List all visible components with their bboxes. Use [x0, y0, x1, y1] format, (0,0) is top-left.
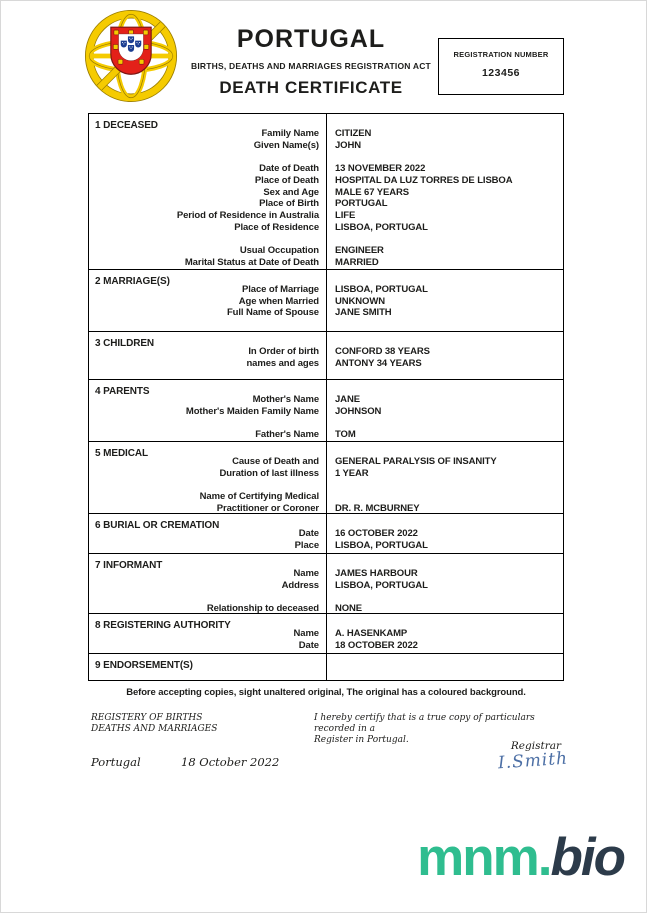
field-label: Father's Name: [255, 429, 319, 441]
field-label: Name of Certifying Medical: [199, 491, 319, 503]
field-label: Age when Married: [238, 295, 319, 307]
field-value: JOHN: [335, 139, 361, 151]
field-label: Place: [294, 539, 319, 551]
field-value: CONFORD 38 YEARS: [335, 346, 430, 357]
section-label-cell: [89, 654, 327, 680]
field-value: PORTUGAL: [335, 198, 388, 210]
registry-office-line2: DEATHS AND MARRIAGES: [91, 724, 218, 734]
brand-logo: [417, 827, 624, 888]
section-value-cell: [327, 114, 563, 269]
section-value-cell: [327, 332, 563, 379]
field-value: [335, 591, 563, 603]
section-label-cell: [89, 442, 327, 513]
field-value: 1 YEAR: [335, 467, 369, 479]
field-label: Address: [281, 579, 319, 591]
field-value: [335, 491, 563, 503]
field-label: Duration of last illness: [219, 467, 319, 479]
brand-logo-primary: mnm.: [417, 828, 551, 887]
field-label: Mother's Name: [252, 394, 319, 405]
field-label: [89, 479, 319, 491]
field-value: HOSPITAL DA LUZ TORRES DE LISBOA: [335, 174, 513, 186]
field-label: Name: [293, 628, 319, 639]
certificate-section-6: [89, 514, 563, 554]
section-title: 3 CHILDREN: [95, 338, 155, 349]
field-value: UNKNOWN: [335, 295, 385, 307]
section-title: 5 MEDICAL: [95, 448, 148, 459]
section-value-cell: [327, 442, 563, 513]
field-label: Date of Death: [259, 163, 319, 175]
field-label: Place of Marriage: [242, 284, 319, 295]
registration-number-value: 123456: [481, 67, 521, 79]
field-label: Name: [293, 568, 319, 579]
field-value: MARRIED: [335, 256, 379, 268]
field-label: Given Name(s): [253, 139, 319, 151]
field-label: Place of Death: [254, 174, 319, 186]
field-label: [89, 151, 319, 163]
registration-number-box: [438, 38, 564, 95]
field-value: 13 NOVEMBER 2022: [335, 163, 426, 175]
field-value: JANE SMITH: [335, 307, 392, 319]
certification-line2: Register in Portugal.: [314, 735, 409, 745]
field-label: Usual Occupation: [239, 245, 319, 257]
field-value: [335, 479, 563, 491]
section-title: 9 ENDORSEMENT(S): [95, 660, 193, 671]
certificate-table: [88, 113, 564, 681]
registrar-signature: I.Smith: [497, 748, 569, 774]
field-label: Mother's Maiden Family Name: [185, 405, 319, 417]
section-label-cell: [89, 554, 327, 613]
field-value: CITIZEN: [335, 128, 372, 139]
field-label: Date: [298, 639, 319, 651]
section-value-cell: [327, 614, 563, 653]
field-label: In Order of birth: [248, 346, 319, 357]
certificate-section-7: [89, 554, 563, 614]
section-title: 8 REGISTERING AUTHORITY: [95, 620, 231, 631]
field-label: names and ages: [246, 357, 319, 369]
section-label-cell: [89, 332, 327, 379]
field-label: Sex and Age: [263, 186, 319, 198]
field-value: ANTONY 34 YEARS: [335, 357, 422, 369]
section-label-cell: [89, 614, 327, 653]
field-value: LISBOA, PORTUGAL: [335, 221, 428, 233]
certificate-section-3: [89, 332, 563, 380]
certificate-section-9: [89, 654, 563, 680]
section-value-cell: [327, 380, 563, 441]
section-label-cell: [89, 380, 327, 441]
field-label: Cause of Death and: [232, 456, 319, 467]
field-label: [89, 233, 319, 245]
section-label-cell: [89, 270, 327, 331]
section-title: 4 PARENTS: [95, 386, 150, 397]
certificate-section-2: [89, 270, 563, 332]
field-value: MALE 67 YEARS: [335, 186, 410, 198]
field-value: NONE: [335, 603, 363, 614]
field-label: Relationship to deceased: [206, 603, 319, 614]
field-value: ENGINEER: [335, 245, 384, 257]
field-label: [89, 591, 319, 603]
field-label: Marital Status at Date of Death: [184, 256, 319, 268]
portugal-coat-of-arms-icon: [83, 8, 179, 104]
section-title: 7 INFORMANT: [95, 560, 163, 571]
field-value: JOHNSON: [335, 405, 382, 417]
field-value: TOM: [335, 429, 356, 441]
field-value: DR. R. MCBURNEY: [335, 502, 420, 514]
field-value: A. HASENKAMP: [335, 628, 408, 639]
section-value-cell: [327, 554, 563, 613]
field-label: Place of Residence: [234, 221, 319, 233]
field-value: [335, 233, 563, 245]
certificate-section-4: [89, 380, 563, 442]
field-label: Practitioner or Coroner: [216, 502, 319, 514]
field-value: LIFE: [335, 209, 356, 221]
section-value-cell: [327, 270, 563, 331]
field-label: [89, 417, 319, 429]
field-label: Full Name of Spouse: [226, 307, 319, 319]
section-value-cell: [327, 514, 563, 553]
act-subtitle: BIRTHS, DEATHS AND MARRIAGES REGISTRATION ACT: [191, 61, 431, 71]
field-value: JAMES HARBOUR: [335, 568, 418, 579]
certificate-section-5: [89, 442, 563, 514]
registry-office-block: [91, 713, 217, 735]
registry-office-line1: REGISTERY OF BIRTHS: [91, 713, 203, 723]
section-value-cell: [327, 654, 563, 680]
document-title: DEATH CERTIFICATE: [219, 78, 403, 97]
field-label: Family Name: [261, 128, 319, 139]
section-label-cell: [89, 514, 327, 553]
header-title-block: [186, 25, 436, 98]
section-label-cell: [89, 114, 327, 269]
registration-number-label: REGISTRATION NUMBER: [453, 50, 549, 59]
section-title: 1 DECEASED: [95, 120, 158, 131]
issue-date: 18 October 2022: [181, 755, 280, 769]
section-title: 6 BURIAL OR CREMATION: [95, 520, 220, 531]
copy-notice: Before accepting copies, sight unaltered original, The original has a coloured background.: [126, 687, 526, 698]
field-value: JANE: [335, 394, 360, 405]
certificate-section-8: [89, 614, 563, 654]
field-label: Date: [298, 528, 319, 539]
field-value: LISBOA, PORTUGAL: [335, 539, 428, 551]
registrar-label: Registrar: [510, 740, 561, 752]
field-label: Period of Residence in Australia: [176, 209, 319, 221]
field-value: 16 OCTOBER 2022: [335, 528, 418, 539]
field-value: LISBOA, PORTUGAL: [335, 579, 428, 591]
field-value: 18 OCTOBER 2022: [335, 639, 418, 651]
certificate-section-1: [89, 114, 563, 270]
section-title: 2 MARRIAGE(S): [95, 276, 170, 287]
field-value: LISBOA, PORTUGAL: [335, 284, 428, 295]
field-label: Place of Birth: [259, 198, 319, 210]
country-title: PORTUGAL: [236, 25, 386, 53]
brand-logo-secondary: bio: [550, 828, 624, 887]
field-value: [335, 417, 563, 429]
field-value: [335, 151, 563, 163]
field-value: GENERAL PARALYSIS OF INSANITY: [335, 456, 497, 467]
issue-place: Portugal: [91, 755, 141, 769]
certification-line1: I hereby certify that is a true copy of particulars recorded in a: [314, 713, 535, 734]
